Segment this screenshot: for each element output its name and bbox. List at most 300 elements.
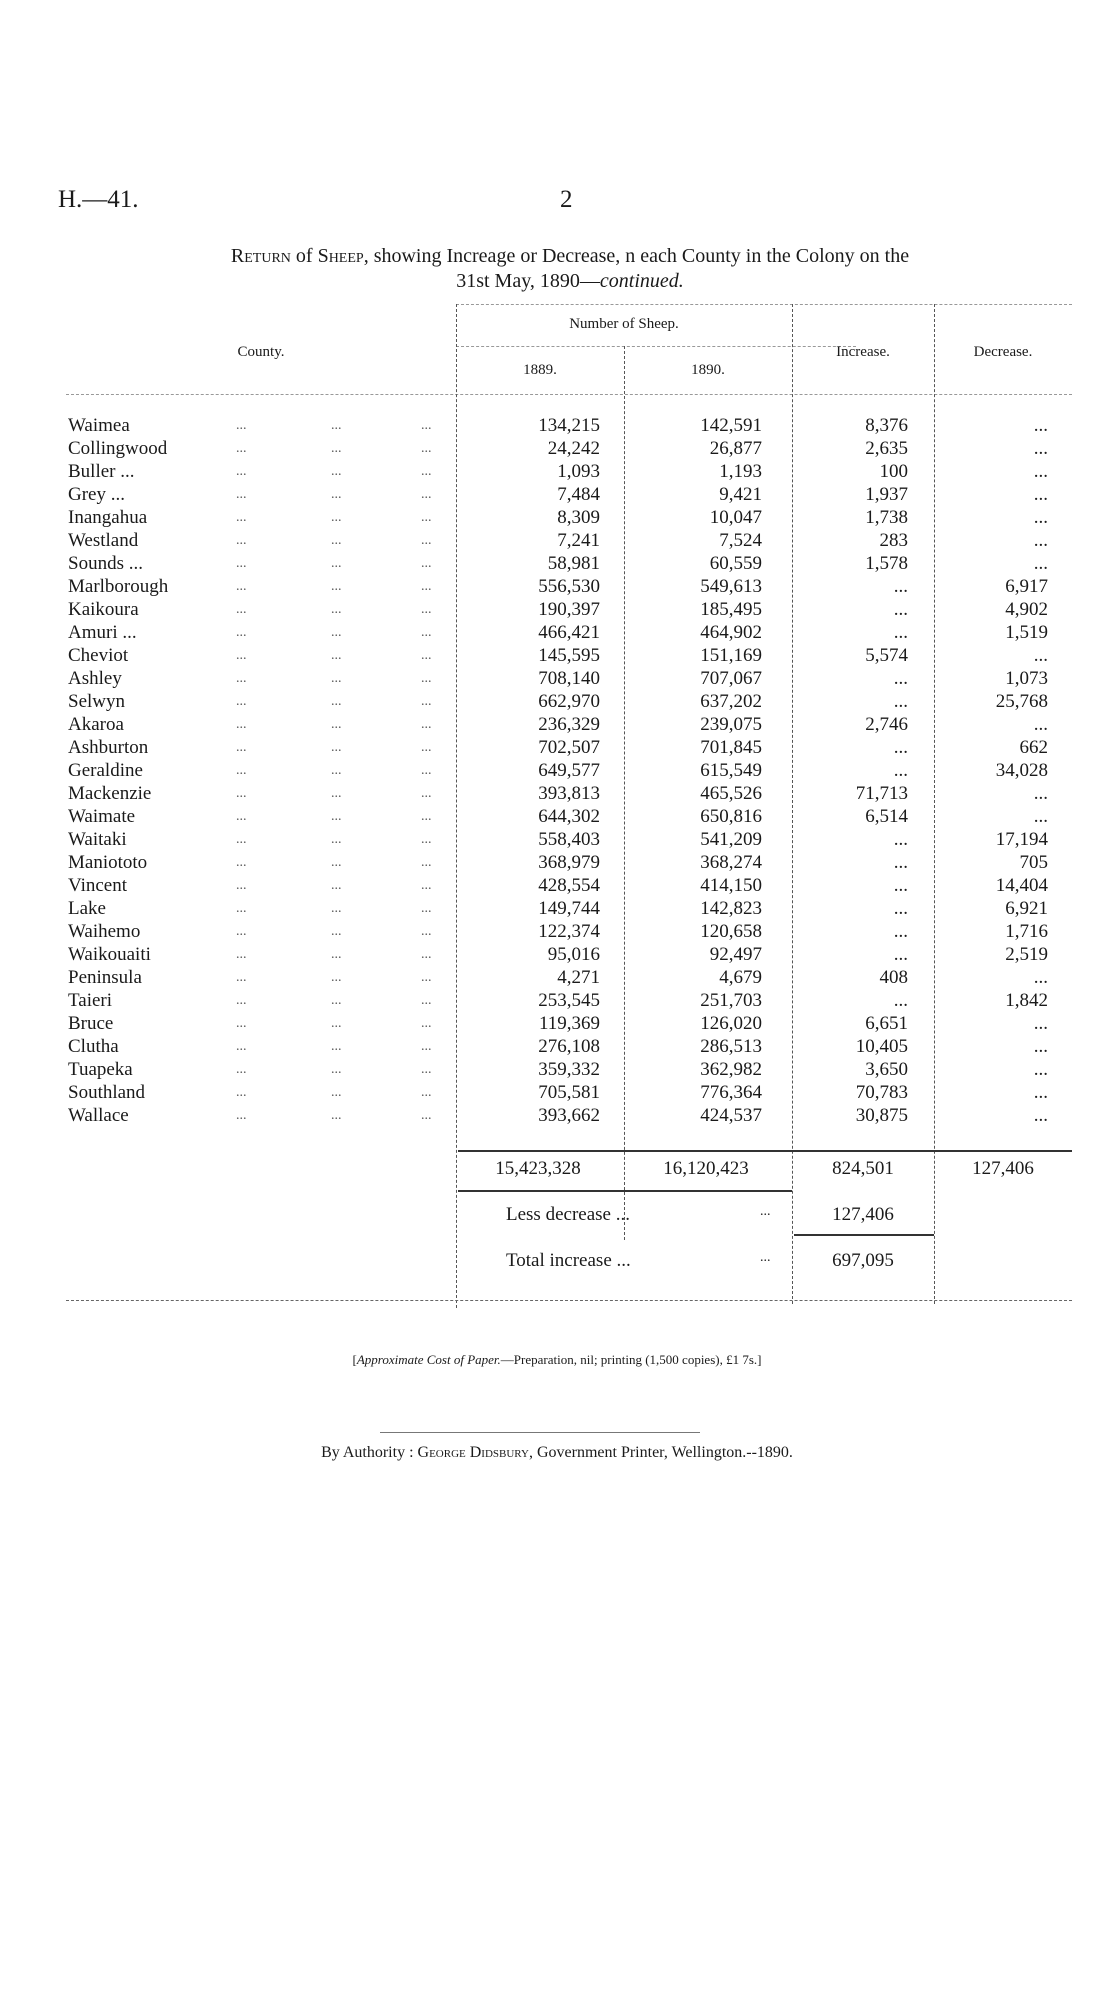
county-name: Marlborough: [68, 576, 169, 597]
value-decrease: 2,519: [1005, 944, 1048, 965]
table-row: [66, 1058, 1072, 1081]
leader-dots: ...: [331, 418, 342, 433]
leader-dots: ...: [331, 602, 342, 617]
authority-label: By Authority :: [321, 1444, 418, 1461]
table-row: [66, 989, 1072, 1012]
leader-dots: ...: [421, 648, 432, 663]
value-increase: ...: [893, 829, 908, 850]
cost-details: —Preparation, nil; printing (1,500 copies), £1 7s.: [500, 1352, 758, 1367]
value-increase: ...: [893, 944, 908, 965]
value-decrease: ...: [1033, 806, 1048, 827]
value-increase: 1,937: [865, 484, 908, 505]
table-title: [70, 244, 1070, 294]
value-decrease: ...: [1033, 1013, 1048, 1034]
leader-dots: ...: [421, 740, 432, 755]
county-name: Kaikoura: [68, 599, 139, 620]
value-increase: ...: [893, 668, 908, 689]
value-1889: 145,595: [538, 645, 600, 666]
value-1889: 466,421: [538, 622, 600, 643]
county-name: Buller ...: [68, 461, 135, 482]
county-name: Westland: [68, 530, 139, 551]
leader-dots: ...: [236, 717, 247, 732]
value-decrease: 6,921: [1005, 898, 1048, 919]
county-name: Sounds ...: [68, 553, 143, 574]
leader-dots: ...: [236, 625, 247, 640]
value-1890: 1,193: [719, 461, 762, 482]
value-1890: 92,497: [709, 944, 762, 965]
leader-dots: ...: [236, 855, 247, 870]
header-decrease: Decrease.: [973, 344, 1033, 360]
header-number-of-sheep: Number of Sheep.: [569, 316, 679, 332]
leader-dots: ...: [331, 1085, 342, 1100]
value-1889: 393,662: [538, 1105, 600, 1126]
county-name: Peninsula: [68, 967, 142, 988]
county-name: Waikouaiti: [68, 944, 151, 965]
leader-dots: ...: [421, 786, 432, 801]
leader-dots: ...: [331, 579, 342, 594]
value-1889: 649,577: [538, 760, 600, 781]
value-decrease: 4,902: [1005, 599, 1048, 620]
total-increase-label: Total increase ...: [506, 1250, 631, 1271]
leader-dots: ...: [236, 1016, 247, 1031]
title-continued: continued.: [599, 270, 684, 292]
total-decrease-column: 127,406: [972, 1158, 1034, 1179]
leader-dots: ...: [236, 648, 247, 663]
header-county: County.: [237, 344, 285, 360]
county-name: Mackenzie: [68, 783, 152, 804]
leader-dots: ...: [421, 1016, 432, 1031]
value-increase: 5,574: [865, 645, 908, 666]
cost-footnote: [Approximate Cost of Paper.—Preparation, nil; printing (1,500 copies), £1 7s.]: [352, 1352, 762, 1367]
leader-dots: ...: [331, 763, 342, 778]
leader-dots: ...: [331, 1108, 342, 1123]
value-increase: 71,713: [855, 783, 908, 804]
value-1889: 8,309: [557, 507, 600, 528]
value-1889: 236,329: [538, 714, 600, 735]
value-decrease: ...: [1033, 530, 1048, 551]
leader-dots: ...: [236, 809, 247, 824]
value-decrease: 1,519: [1005, 622, 1048, 643]
county-name: Cheviot: [68, 645, 129, 666]
leader-dots: ...: [331, 901, 342, 916]
table-row: [66, 598, 1072, 621]
county-name: Selwyn: [68, 691, 125, 712]
leader-dots: ...: [421, 418, 432, 433]
value-1889: 556,530: [538, 576, 600, 597]
footer-rule: [380, 1432, 700, 1433]
leader-dots: ...: [421, 510, 432, 525]
value-1889: 662,970: [538, 691, 600, 712]
county-name: Taieri: [68, 990, 113, 1011]
value-increase: ...: [893, 921, 908, 942]
value-1889: 122,374: [538, 921, 600, 942]
value-1889: 558,403: [538, 829, 600, 850]
leader-dots: ...: [236, 556, 247, 571]
leader-dots: ...: [331, 648, 342, 663]
county-name: Amuri ...: [68, 622, 137, 643]
leader-dots: ...: [236, 602, 247, 617]
value-1889: 644,302: [538, 806, 600, 827]
table-row: [66, 805, 1072, 828]
value-decrease: 1,073: [1005, 668, 1048, 689]
total-increase-column: 824,501: [832, 1158, 894, 1179]
value-1890: 10,047: [709, 507, 762, 528]
value-increase: 1,738: [865, 507, 908, 528]
leader-dots: ...: [331, 924, 342, 939]
leader-dots: ...: [236, 993, 247, 1008]
title-date: 31st May, 1890—: [456, 270, 600, 292]
leader-dots: ...: [331, 556, 342, 571]
value-1890: 286,513: [700, 1036, 762, 1057]
value-decrease: 17,194: [995, 829, 1048, 850]
county-name: Waitaki: [68, 829, 127, 850]
county-name: Geraldine: [68, 760, 143, 781]
net-rule: [794, 1234, 934, 1236]
leader-dots: ...: [331, 740, 342, 755]
value-decrease: ...: [1033, 438, 1048, 459]
value-1890: 239,075: [700, 714, 762, 735]
value-1890: 251,703: [700, 990, 762, 1011]
header-1890: 1890.: [691, 362, 725, 378]
leader-dots: ...: [421, 878, 432, 893]
value-decrease: ...: [1033, 484, 1048, 505]
value-decrease: 25,768: [995, 691, 1048, 712]
value-decrease: ...: [1033, 553, 1048, 574]
leader-dots: ...: [331, 487, 342, 502]
page-number: 2: [560, 186, 573, 213]
leader-dots: ...: [331, 809, 342, 824]
table-bottom-rule: [66, 1300, 1072, 1301]
leader-dots: ...: [421, 855, 432, 870]
leader-dots: ...: [331, 1039, 342, 1054]
value-increase: 30,875: [855, 1105, 908, 1126]
total-increase-value: 697,095: [832, 1250, 894, 1271]
value-increase: 2,746: [865, 714, 908, 735]
total-1890: 16,120,423: [663, 1158, 749, 1179]
printer-imprint: [0, 1444, 1114, 1462]
value-1890: 776,364: [700, 1082, 762, 1103]
table-row: [66, 414, 1072, 437]
less-decrease-label: Less decrease ...: [506, 1204, 630, 1225]
leader-dots: ...: [421, 556, 432, 571]
leader-dots: ...: [236, 418, 247, 433]
leader-dots: ...: [331, 993, 342, 1008]
leader-dots: ...: [331, 970, 342, 985]
leader-dots: ...: [421, 1108, 432, 1123]
county-name: Waimea: [68, 415, 130, 436]
leader-dots: ...: [421, 970, 432, 985]
value-1890: 707,067: [700, 668, 762, 689]
leader-dots: ...: [421, 763, 432, 778]
less-decrease-value: 127,406: [832, 1204, 894, 1225]
table-row: [66, 920, 1072, 943]
table-row: [66, 851, 1072, 874]
value-1889: 368,979: [538, 852, 600, 873]
value-increase: ...: [893, 760, 908, 781]
leader-dots: ...: [236, 1062, 247, 1077]
value-1889: 393,813: [538, 783, 600, 804]
table-row: [66, 621, 1072, 644]
leader-dots: ...: [331, 855, 342, 870]
value-decrease: ...: [1033, 967, 1048, 988]
value-1889: 149,744: [538, 898, 600, 919]
value-increase: 10,405: [855, 1036, 908, 1057]
value-decrease: 662: [1019, 737, 1048, 758]
table-row: [66, 782, 1072, 805]
value-1890: 7,524: [719, 530, 762, 551]
header-increase: Increase.: [836, 344, 890, 360]
value-increase: 2,635: [865, 438, 908, 459]
value-1890: 541,209: [700, 829, 762, 850]
value-increase: 1,578: [865, 553, 908, 574]
value-1889: 4,271: [557, 967, 600, 988]
value-increase: 100: [879, 461, 908, 482]
leader-dots: ...: [331, 1016, 342, 1031]
table-row: [66, 897, 1072, 920]
table-row: [66, 529, 1072, 552]
table-row: [66, 437, 1072, 460]
table-row: [66, 506, 1072, 529]
county-name: Tuapeka: [68, 1059, 133, 1080]
leader-dots: ...: [236, 510, 247, 525]
total-1889: 15,423,328: [495, 1158, 581, 1179]
county-name: Vincent: [68, 875, 128, 896]
table-row: [66, 460, 1072, 483]
county-name: Waimate: [68, 806, 136, 827]
leader-dots: ...: [421, 809, 432, 824]
leader-dots: ...: [331, 671, 342, 686]
leader-dots: ...: [236, 487, 247, 502]
leader-dots: ...: [236, 924, 247, 939]
value-1889: 276,108: [538, 1036, 600, 1057]
county-name: Inangahua: [68, 507, 148, 528]
value-decrease: 705: [1019, 852, 1048, 873]
leader-dots: ...: [331, 786, 342, 801]
leader-dots: ...: [421, 1062, 432, 1077]
value-increase: ...: [893, 599, 908, 620]
value-increase: ...: [893, 898, 908, 919]
table-row: [66, 1035, 1072, 1058]
header-bottom-rule: [66, 394, 1072, 395]
leader-dots: ...: [236, 694, 247, 709]
value-1890: 362,982: [700, 1059, 762, 1080]
table-row: [66, 552, 1072, 575]
leader-dots: ...: [421, 901, 432, 916]
leader-dots: ...: [331, 717, 342, 732]
leader-dots: ...: [421, 441, 432, 456]
authority-rest: , Government Printer, Wellington.--1890.: [528, 1444, 793, 1461]
value-1890: 120,658: [700, 921, 762, 942]
leader-dots: ...: [331, 464, 342, 479]
value-1890: 185,495: [700, 599, 762, 620]
leader-dots: ...: [236, 1108, 247, 1123]
value-1889: 7,484: [557, 484, 600, 505]
value-decrease: ...: [1033, 645, 1048, 666]
value-increase: 408: [879, 967, 908, 988]
leader-dots: ...: [236, 1039, 247, 1054]
value-1890: 701,845: [700, 737, 762, 758]
value-1889: 7,241: [557, 530, 600, 551]
county-name: Lake: [68, 898, 106, 919]
table-row: [66, 759, 1072, 782]
table-row: [66, 736, 1072, 759]
county-name: Ashburton: [68, 737, 149, 758]
leader-dots: ...: [236, 947, 247, 962]
table-row: [66, 644, 1072, 667]
value-decrease: ...: [1033, 1082, 1048, 1103]
leader-dots: ...: [331, 832, 342, 847]
value-1890: 615,549: [700, 760, 762, 781]
value-increase: ...: [893, 576, 908, 597]
table-row: [66, 966, 1072, 989]
leader-dots: ...: [331, 441, 342, 456]
table-row: [66, 713, 1072, 736]
county-name: Southland: [68, 1082, 146, 1103]
leader-dots: ...: [421, 924, 432, 939]
value-increase: ...: [893, 622, 908, 643]
value-decrease: ...: [1033, 461, 1048, 482]
table-row: [66, 943, 1072, 966]
leader-dots: ...: [236, 878, 247, 893]
leader-dots: ...: [421, 464, 432, 479]
title-rest: , showing Increage or Decrease, n each County in the Colony on the: [363, 245, 910, 267]
value-1889: 95,016: [547, 944, 600, 965]
leader-dots: ...: [236, 901, 247, 916]
value-increase: ...: [893, 737, 908, 758]
totals-rule: [458, 1150, 1072, 1152]
value-increase: 6,514: [865, 806, 908, 827]
value-decrease: 1,842: [1005, 990, 1048, 1011]
title-return: Return: [230, 245, 291, 267]
leader-dots: ...: [236, 579, 247, 594]
leader-dots: ...: [421, 694, 432, 709]
value-1889: 253,545: [538, 990, 600, 1011]
value-increase: ...: [893, 852, 908, 873]
total-increase-dots: ...: [760, 1250, 771, 1265]
value-1890: 142,591: [700, 415, 762, 436]
value-increase: 3,650: [865, 1059, 908, 1080]
leader-dots: ...: [331, 510, 342, 525]
county-name: Grey ...: [68, 484, 125, 505]
leader-dots: ...: [421, 832, 432, 847]
county-name: Akaroa: [68, 714, 124, 735]
value-1889: 24,242: [547, 438, 600, 459]
value-decrease: 34,028: [995, 760, 1048, 781]
leader-dots: ...: [236, 533, 247, 548]
value-decrease: ...: [1033, 1059, 1048, 1080]
value-1889: 359,332: [538, 1059, 600, 1080]
value-1889: 58,981: [547, 553, 600, 574]
value-1890: 26,877: [709, 438, 762, 459]
leader-dots: ...: [421, 533, 432, 548]
value-1889: 708,140: [538, 668, 600, 689]
county-name: Clutha: [68, 1036, 119, 1057]
value-1889: 702,507: [538, 737, 600, 758]
table-row: [66, 690, 1072, 713]
value-1890: 414,150: [700, 875, 762, 896]
less-decrease-dots: ...: [760, 1204, 771, 1219]
leader-dots: ...: [421, 487, 432, 502]
value-1890: 650,816: [700, 806, 762, 827]
leader-dots: ...: [236, 1085, 247, 1100]
table-row: [66, 1081, 1072, 1104]
county-name: Bruce: [68, 1013, 114, 1034]
value-1890: 4,679: [719, 967, 762, 988]
value-decrease: ...: [1033, 714, 1048, 735]
value-1890: 151,169: [700, 645, 762, 666]
table-row: [66, 874, 1072, 897]
value-1890: 9,421: [719, 484, 762, 505]
value-decrease: 1,716: [1005, 921, 1048, 942]
leader-dots: ...: [421, 579, 432, 594]
table-row: [66, 667, 1072, 690]
leader-dots: ...: [236, 786, 247, 801]
title-of: of: [295, 245, 313, 267]
value-increase: 8,376: [865, 415, 908, 436]
leader-dots: ...: [236, 464, 247, 479]
less-rule: [458, 1190, 792, 1192]
value-decrease: ...: [1033, 783, 1048, 804]
value-1890: 126,020: [700, 1013, 762, 1034]
leader-dots: ...: [236, 763, 247, 778]
leader-dots: ...: [331, 533, 342, 548]
table-row: [66, 483, 1072, 506]
value-1890: 464,902: [700, 622, 762, 643]
leader-dots: ...: [331, 625, 342, 640]
value-decrease: ...: [1033, 1105, 1048, 1126]
value-1889: 428,554: [538, 875, 600, 896]
value-increase: ...: [893, 990, 908, 1011]
leader-dots: ...: [421, 717, 432, 732]
header-1889: 1889.: [523, 362, 557, 378]
leader-dots: ...: [331, 1062, 342, 1077]
value-increase: ...: [893, 691, 908, 712]
value-decrease: ...: [1033, 415, 1048, 436]
value-increase: 6,651: [865, 1013, 908, 1034]
value-1889: 134,215: [538, 415, 600, 436]
leader-dots: ...: [421, 947, 432, 962]
value-1889: 119,369: [538, 1013, 600, 1034]
county-name: Maniototo: [68, 852, 148, 873]
value-increase: ...: [893, 875, 908, 896]
leader-dots: ...: [421, 625, 432, 640]
leader-dots: ...: [236, 970, 247, 985]
leader-dots: ...: [236, 832, 247, 847]
leader-dots: ...: [236, 671, 247, 686]
value-1889: 705,581: [538, 1082, 600, 1103]
leader-dots: ...: [421, 671, 432, 686]
value-decrease: 14,404: [995, 875, 1048, 896]
value-1890: 368,274: [700, 852, 762, 873]
leader-dots: ...: [236, 441, 247, 456]
value-1890: 142,823: [700, 898, 762, 919]
table-row: [66, 1012, 1072, 1035]
leader-dots: ...: [421, 1039, 432, 1054]
table-row: [66, 828, 1072, 851]
leader-dots: ...: [331, 694, 342, 709]
leader-dots: ...: [236, 740, 247, 755]
leader-dots: ...: [331, 878, 342, 893]
value-decrease: ...: [1033, 1036, 1048, 1057]
cost-label: Approximate Cost of Paper.: [356, 1352, 501, 1367]
value-1890: 60,559: [709, 553, 762, 574]
leader-dots: ...: [331, 947, 342, 962]
value-increase: 283: [879, 530, 908, 551]
county-name: Waihemo: [68, 921, 141, 942]
county-name: Ashley: [68, 668, 122, 689]
value-1890: 637,202: [700, 691, 762, 712]
value-decrease: 6,917: [1005, 576, 1048, 597]
